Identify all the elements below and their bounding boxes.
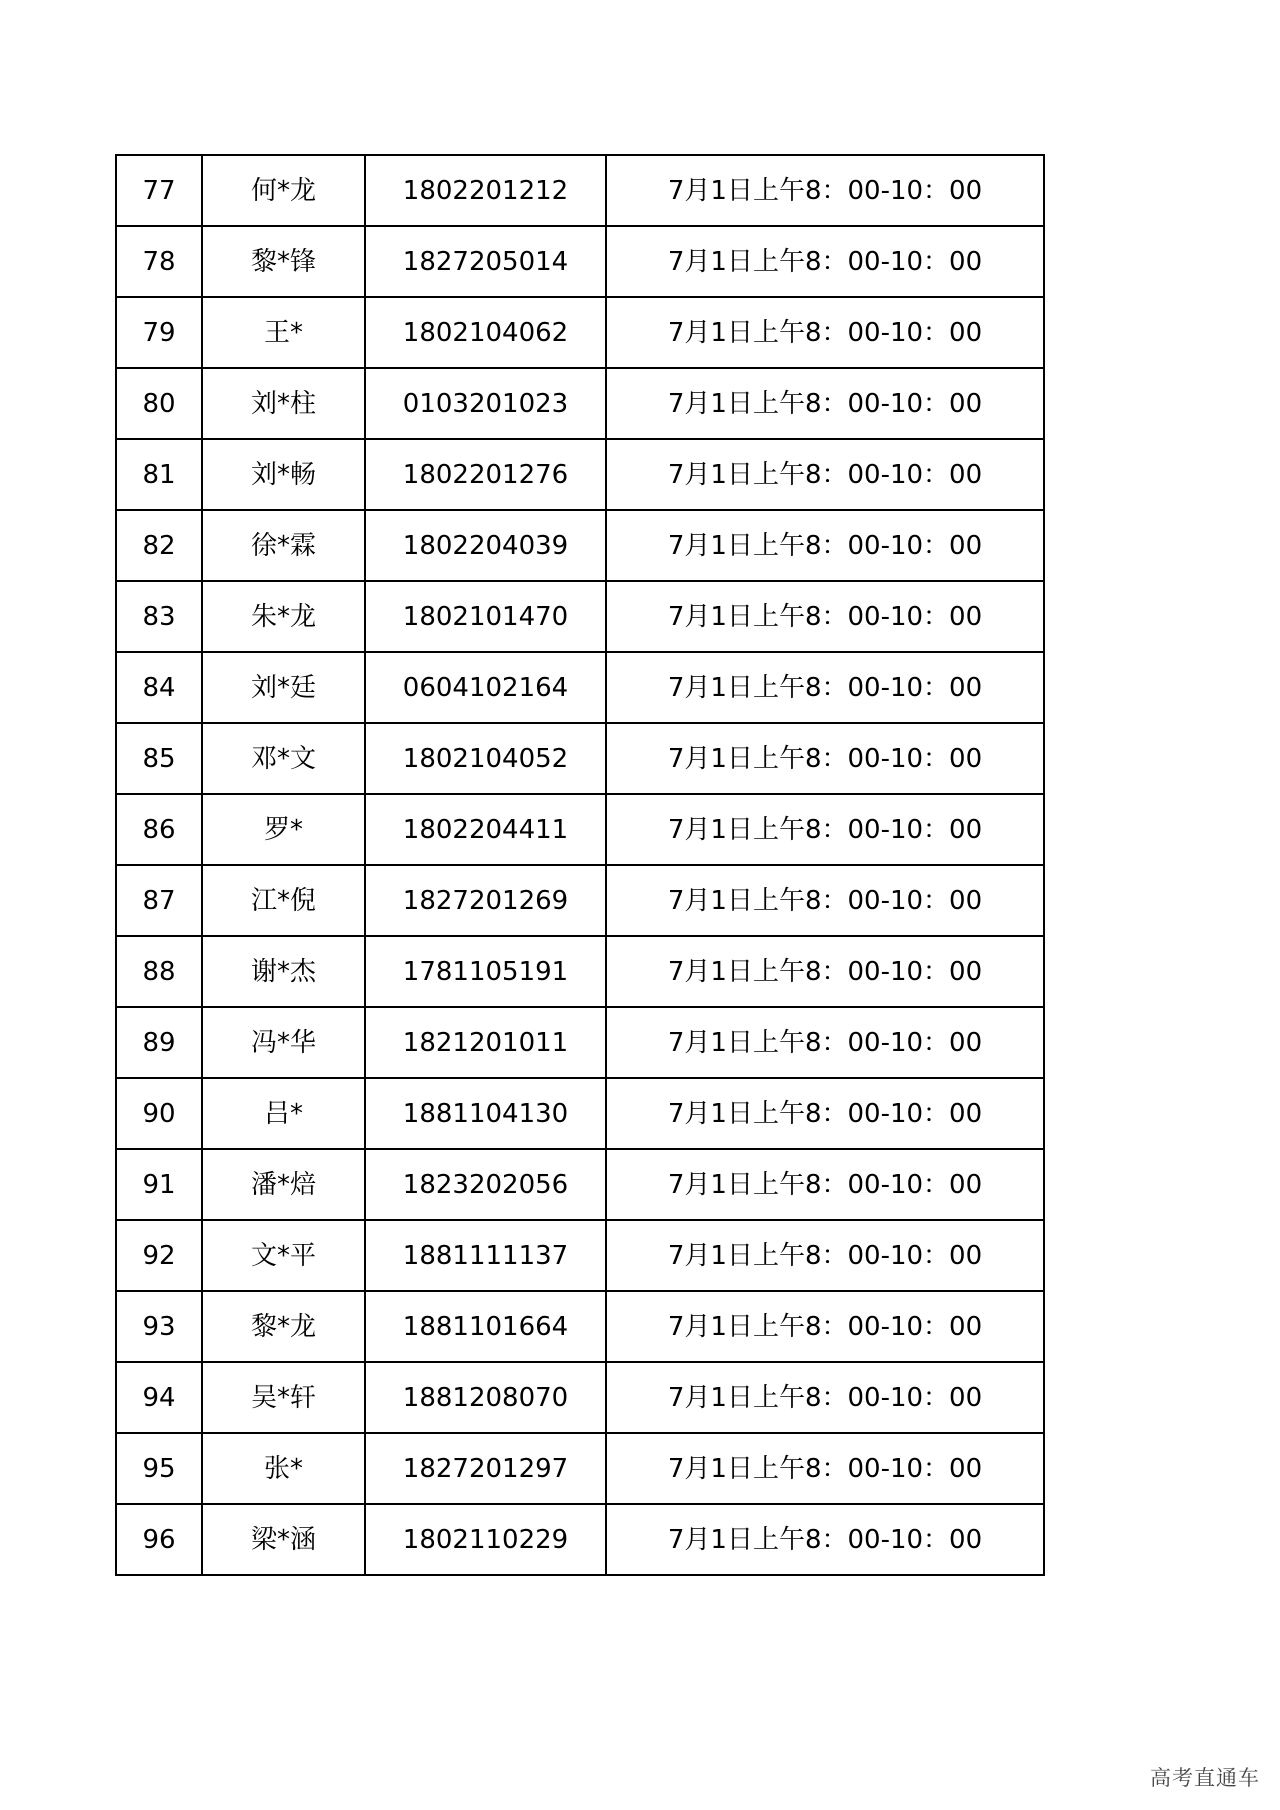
id-number-cell: 1802204039 [365, 510, 606, 581]
table-row [116, 1504, 1044, 1575]
id-number-cell: 1802104062 [365, 297, 606, 368]
name-cell: 刘*柱 [202, 368, 365, 439]
name-cell: 邓*文 [202, 723, 365, 794]
row-number-cell: 96 [116, 1504, 202, 1575]
row-number-cell: 95 [116, 1433, 202, 1504]
id-number-cell: 1802104052 [365, 723, 606, 794]
row-number-cell: 88 [116, 936, 202, 1007]
table-row [116, 510, 1044, 581]
row-number-cell: 93 [116, 1291, 202, 1362]
name-cell: 张* [202, 1433, 365, 1504]
row-number-cell: 84 [116, 652, 202, 723]
id-number-cell: 0604102164 [365, 652, 606, 723]
table-row [116, 1433, 1044, 1504]
row-number-cell: 89 [116, 1007, 202, 1078]
name-cell: 江*倪 [202, 865, 365, 936]
row-number-cell: 91 [116, 1149, 202, 1220]
row-number-cell: 77 [116, 155, 202, 226]
table-row [116, 226, 1044, 297]
time-slot-cell: 7月1日上午8：00-10：00 [606, 439, 1044, 510]
time-slot-cell: 7月1日上午8：00-10：00 [606, 510, 1044, 581]
row-number-cell: 81 [116, 439, 202, 510]
name-cell: 刘*廷 [202, 652, 365, 723]
row-number-cell: 92 [116, 1220, 202, 1291]
table-row [116, 652, 1044, 723]
id-number-cell: 1802101470 [365, 581, 606, 652]
table-row [116, 297, 1044, 368]
id-number-cell: 1823202056 [365, 1149, 606, 1220]
row-number-cell: 87 [116, 865, 202, 936]
name-cell: 冯*华 [202, 1007, 365, 1078]
row-number-cell: 79 [116, 297, 202, 368]
id-number-cell: 1827201269 [365, 865, 606, 936]
id-number-cell: 1827201297 [365, 1433, 606, 1504]
name-cell: 潘*焙 [202, 1149, 365, 1220]
id-number-cell: 1827205014 [365, 226, 606, 297]
name-cell: 徐*霖 [202, 510, 365, 581]
time-slot-cell: 7月1日上午8：00-10：00 [606, 1362, 1044, 1433]
row-number-cell: 80 [116, 368, 202, 439]
id-number-cell: 1881208070 [365, 1362, 606, 1433]
table-row [116, 794, 1044, 865]
table-row [116, 723, 1044, 794]
table-row [116, 865, 1044, 936]
row-number-cell: 85 [116, 723, 202, 794]
roster-table [115, 154, 1045, 1576]
name-cell: 吕* [202, 1078, 365, 1149]
row-number-cell: 90 [116, 1078, 202, 1149]
name-cell: 梁*涵 [202, 1504, 365, 1575]
table-row [116, 1291, 1044, 1362]
id-number-cell: 1781105191 [365, 936, 606, 1007]
time-slot-cell: 7月1日上午8：00-10：00 [606, 794, 1044, 865]
time-slot-cell: 7月1日上午8：00-10：00 [606, 155, 1044, 226]
table-row [116, 1362, 1044, 1433]
row-number-cell: 86 [116, 794, 202, 865]
name-cell: 何*龙 [202, 155, 365, 226]
table-row [116, 1007, 1044, 1078]
id-number-cell: 1881101664 [365, 1291, 606, 1362]
time-slot-cell: 7月1日上午8：00-10：00 [606, 1007, 1044, 1078]
time-slot-cell: 7月1日上午8：00-10：00 [606, 865, 1044, 936]
time-slot-cell: 7月1日上午8：00-10：00 [606, 581, 1044, 652]
table-row [116, 936, 1044, 1007]
row-number-cell: 83 [116, 581, 202, 652]
name-cell: 吴*轩 [202, 1362, 365, 1433]
id-number-cell: 0103201023 [365, 368, 606, 439]
id-number-cell: 1802204411 [365, 794, 606, 865]
time-slot-cell: 7月1日上午8：00-10：00 [606, 368, 1044, 439]
id-number-cell: 1802201276 [365, 439, 606, 510]
id-number-cell: 1802201212 [365, 155, 606, 226]
time-slot-cell: 7月1日上午8：00-10：00 [606, 1220, 1044, 1291]
time-slot-cell: 7月1日上午8：00-10：00 [606, 723, 1044, 794]
time-slot-cell: 7月1日上午8：00-10：00 [606, 297, 1044, 368]
id-number-cell: 1821201011 [365, 1007, 606, 1078]
time-slot-cell: 7月1日上午8：00-10：00 [606, 1078, 1044, 1149]
id-number-cell: 1881111137 [365, 1220, 606, 1291]
time-slot-cell: 7月1日上午8：00-10：00 [606, 226, 1044, 297]
id-number-cell: 1881104130 [365, 1078, 606, 1149]
time-slot-cell: 7月1日上午8：00-10：00 [606, 1504, 1044, 1575]
table-row [116, 1149, 1044, 1220]
watermark-text: 高考直通车 [1150, 1766, 1260, 1790]
table-row [116, 581, 1044, 652]
time-slot-cell: 7月1日上午8：00-10：00 [606, 1291, 1044, 1362]
time-slot-cell: 7月1日上午8：00-10：00 [606, 1433, 1044, 1504]
row-number-cell: 82 [116, 510, 202, 581]
table-row [116, 439, 1044, 510]
name-cell: 刘*畅 [202, 439, 365, 510]
name-cell: 王* [202, 297, 365, 368]
time-slot-cell: 7月1日上午8：00-10：00 [606, 1149, 1044, 1220]
table-row [116, 1078, 1044, 1149]
name-cell: 罗* [202, 794, 365, 865]
name-cell: 谢*杰 [202, 936, 365, 1007]
time-slot-cell: 7月1日上午8：00-10：00 [606, 652, 1044, 723]
row-number-cell: 78 [116, 226, 202, 297]
roster-table-body [116, 155, 1044, 1575]
name-cell: 黎*锋 [202, 226, 365, 297]
id-number-cell: 1802110229 [365, 1504, 606, 1575]
table-row [116, 155, 1044, 226]
row-number-cell: 94 [116, 1362, 202, 1433]
table-row [116, 1220, 1044, 1291]
name-cell: 朱*龙 [202, 581, 365, 652]
time-slot-cell: 7月1日上午8：00-10：00 [606, 936, 1044, 1007]
name-cell: 黎*龙 [202, 1291, 365, 1362]
table-row [116, 368, 1044, 439]
name-cell: 文*平 [202, 1220, 365, 1291]
